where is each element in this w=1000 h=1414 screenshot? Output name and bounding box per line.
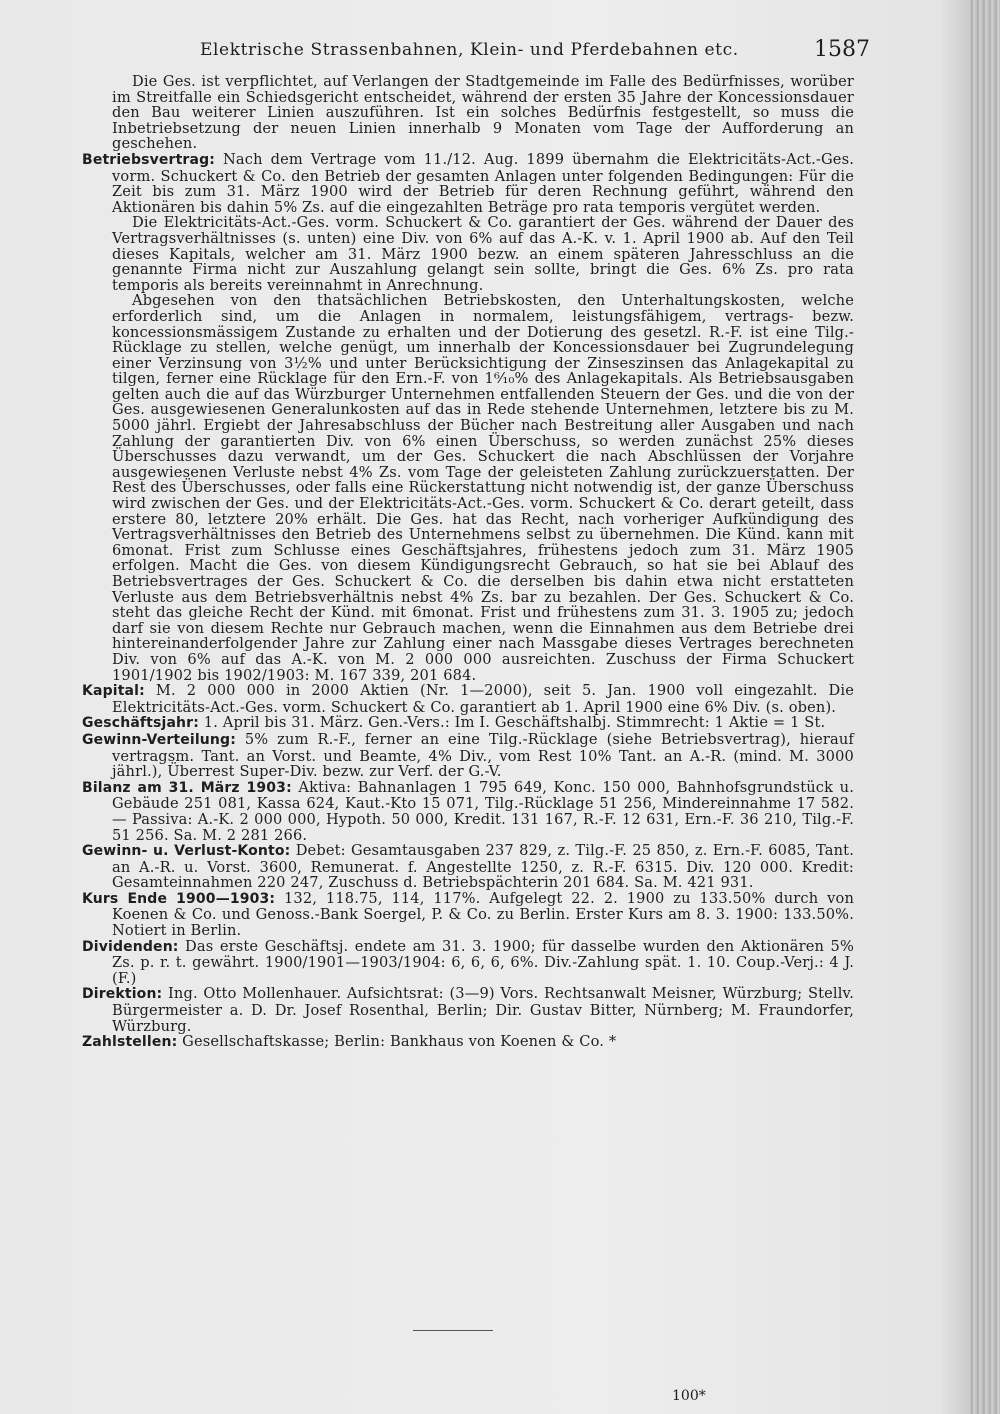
paragraph-text: 132, 118.75, 114, 117%. Aufgelegt 22. 2. 1900 zu 133.50% durch von Koenen & Co. und Genoss.-Bank Soergel, P. & Co. zu Berlin. Erster Kurs am 8. 3. 1900: 133.50%. Notiert in Berlin. <box>112 889 854 940</box>
running-title: Elektrische Strassenbahnen, Klein- und Pferdebahnen etc. <box>200 40 739 60</box>
paragraph-geschaeftsjahr <box>82 715 854 732</box>
paragraph-text: Debet: Gesamtausgaben 237 829, z. Tilg.-F. 25 850, z. Ern.-F. 6085, Tant. an A.-R. u. Vorst. 3600, Remunerat. f. Angestellte 1250, z. R.-F. 6315. Div. 120 000. Kredit: Gesamteinnahmen 220 247, Zuschuss d. Betriebspächterin 201 684. Sa. M. 421 931. <box>112 842 854 892</box>
section-label: Gewinn-Verteilung: <box>82 731 236 748</box>
paragraph-gewinn-verteilung <box>82 732 854 780</box>
paragraph-text: Die Elektricitäts-Act.-Ges. vorm. Schuckert & Co. garantiert der Ges. während der Dauer des Vertragsverhältnisses (s. unten) eine Div. von 6% auf das A.-K. v. 1. April 1900 ab. Auf den Teil dieses Kapitals, welcher am 31. März 1900 bezw. an einem späteren Jahresschluss an die genannte Firma nicht zur Auszahlung gelangt sein sollte, bringt die Ges. 6% Zs. pro rata temporis als bereits vereinnahmt in Anrechnung. <box>112 214 854 294</box>
paragraph-kurs <box>82 891 854 939</box>
page-header <box>100 37 870 70</box>
page-binding-edge <box>970 0 1000 1414</box>
paragraph-text: Das erste Geschäftsj. endete am 31. 3. 1900; für dasselbe wurden den Aktionären 5% Zs. p. r. t. gewährt. 1900/1901—1903/1904: 6, 6, 6, 6%. Div.-Zahlung spät. 1. 10. Coup.-Verj.: 4 J. (F.) <box>112 937 854 987</box>
paragraph-direktion <box>82 986 854 1034</box>
section-divider <box>413 1330 493 1331</box>
paragraph-text: M. 2 000 000 in 2000 Aktien (Nr. 1—2000), seit 5. Jan. 1900 voll eingezahlt. Die Elektricitäts-Act.-Ges. vorm. Schuckert & Co. garantiert ab 1. April 1900 eine 6% Div. (s. oben). <box>112 682 854 716</box>
signature-mark: 100* <box>672 1388 706 1404</box>
paragraph-garantie <box>82 215 854 293</box>
paragraph-text: 5% zum R.-F., ferner an eine Tilg.-Rücklage (siehe Betriebsvertrag), hierauf vertragsm. Tant. an Vorst. und Beamte, 4% Div., vom Rest 10% Tant. an A.-R. (mind. M. 3000 jährl.), Überrest Super-Div. bezw. zur Verf. der G.-V. <box>112 730 854 781</box>
section-label: Betriebsvertrag: <box>82 151 216 168</box>
paragraph-text: Abgesehen von den thatsächlichen Betriebskosten, den Unterhaltungskosten, welche erforderlich sind, um die Anlagen in normalem, leistungsfähigem, vertrags- bezw. koncessionsmässigem Zustande zu erhalten und der Dotierung des gesetzl. R.-F. ist eine Tilg.-Rücklage zu stellen, welche genügt, um innerhalb der Koncessionsdauer bei Zugrundelegung einer Verzinsung von 3½% und unter Berücksichtigung der Zinseszinsen das Anlagekapital zu tilgen, ferner eine Rücklage für den Ern.-F. von 1⁶⁄₁₀% des Anlagekapitals. Als Betriebsausgaben gelten auch die auf das Würzburger Unternehmen entfallenden Steuern der Ges. und die von der Ges. ausgewiesenen Generalunkosten auf das in Rede stehende Unternehmen, letztere bis zu M. 5000 jährl. Ergiebt der Jahresabschluss der Bücher nach Bestreitung aller Ausgaben und nach Zahlung der garantierten Div. von 6% einen Überschuss, so werden zunächst 25% dieses Überschusses dazu verwandt, um der Ges. Schuckert die nach Abschlüssen der Vorjahre ausgewiesenen Verluste nebst 4% Zs. vom Tage der geleisteten Zahlung zurückzuerstatten. Der Rest des Überschusses, oder falls eine Rückerstattung nicht notwendig ist, der ganze Überschuss wird zwischen der Ges. und der Elektricitäts-Act.-Ges. vorm. Schuckert & Co. derart geteilt, dass erstere 80, letztere 20% erhält. Die Ges. hat das Recht, nach vorheriger Aufkündigung des Vertragsverhältnisses den Betrieb des Unternehmens selbst zu übernehmen. Die Künd. kann mit 6monat. Frist zum Schlusse eines Geschäftsjahres, frühestens jedoch zum 31. März 1905 erfolgen. Macht die Ges. von diesem Kündigungsrecht Gebrauch, so hat sie bei Ablauf des Betriebsvertrages der Ges. Schuckert & Co. die derselben bis dahin etwa nicht erstatteten Verluste aus dem Betriebsverhältnis nebst 4% Zs. bar zu bezahlen. Der Ges. Schuckert & Co. steht das gleiche Recht der Künd. mit 6monat. Frist und frühestens zum 31. 3. 1905 zu; jedoch darf sie von diesem Rechte nur Gebrauch machen, wenn die Einnahmen aus dem Betriebe drei hintereinanderfolgender Jahre zur Zahlung einer nach Massgabe dieses Vertrages berechneten Div. von 6% auf das A.-K. von M. 2 000 000 ausreichten. Zuschuss der Firma Schuckert 1901/1902 bis 1902/1903: M. 167 339, 201 684. <box>112 292 854 684</box>
paragraph-text: Aktiva: Bahnanlagen 1 795 649, Konc. 150 000, Bahnhofsgrundstück u. Gebäude 251 081, Kassa 624, Kaut.-Kto 15 071, Tilg.-Rücklage 51 256, Mindereinnahme 17 582. — Passiva: A.-K. 2 000 000, Hypoth. 50 000, Kredit. 131 167, R.-F. 12 631, Ern.-F. 36 210, Tilg.-F. 51 256. Sa. M. 2 281 266. <box>112 778 854 844</box>
paragraph-betriebskosten <box>82 293 854 683</box>
paragraph-gewinn-verlust <box>82 843 854 891</box>
paragraph-betriebsvertrag <box>82 152 854 215</box>
paragraph-kapital <box>82 683 854 715</box>
section-label: Gewinn- u. Verlust-Konto: <box>82 843 291 860</box>
paragraph-obligation <box>82 74 854 152</box>
paragraph-dividenden <box>82 939 854 987</box>
page-number: 1587 <box>814 37 870 62</box>
section-label: Direktion: <box>82 986 163 1003</box>
paragraph-text: Die Ges. ist verpflichtet, auf Verlangen der Stadtgemeinde im Falle des Bedürfnisses, worüber im Streitfalle ein Schiedsgericht entscheidet, während der ersten 35 Jahre der Koncessionsdauer den Bau weiterer Linien auszuführen. Ist ein solches Bedürfnis festgestellt, so muss die Inbetriebsetzung der neuen Linien innerhalb 9 Monaten vom Tage der Aufforderung an geschehen. <box>112 73 854 153</box>
article-body <box>82 74 854 1051</box>
paragraph-text: Nach dem Vertrage vom 11./12. Aug. 1899 übernahm die Elektricitäts-Act.-Ges. vorm. Schuckert & Co. den Betrieb der gesamten Anlagen unter folgenden Bedingungen: Für die Zeit bis zum 31. März 1900 wird der Betrieb für deren Rechnung geführt, während den Aktionären bis dahin 5% Zs. auf die eingezahlten Beträge pro rata temporis vergütet werden. <box>112 150 854 216</box>
section-label: Zahlstellen: <box>82 1034 178 1051</box>
paragraph-text: 1. April bis 31. März. Gen.-Vers.: Im I. Geschäftshalbj. Stimmrecht: 1 Aktie = 1 St. <box>203 714 826 732</box>
paragraph-bilanz <box>82 780 854 843</box>
section-label: Bilanz am 31. März 1903: <box>82 779 292 796</box>
section-label: Kapital: <box>82 683 145 700</box>
section-label: Dividenden: <box>82 938 179 955</box>
paragraph-zahlstellen <box>82 1034 854 1051</box>
section-label: Geschäftsjahr: <box>82 715 199 732</box>
paragraph-text: Ing. Otto Mollenhauer. Aufsichtsrat: (3—9) Vors. Rechtsanwalt Meisner, Würzburg; Stellv. Bürgermeister a. D. Dr. Josef Rosenthal, Berlin; Dir. Gustav Bitter, Nürnberg; M. Fraundorfer, Würzburg. <box>112 985 854 1035</box>
section-label: Kurs Ende 1900—1903: <box>82 890 276 907</box>
paragraph-text: Gesellschaftskasse; Berlin: Bankhaus von Koenen & Co. * <box>182 1033 617 1051</box>
